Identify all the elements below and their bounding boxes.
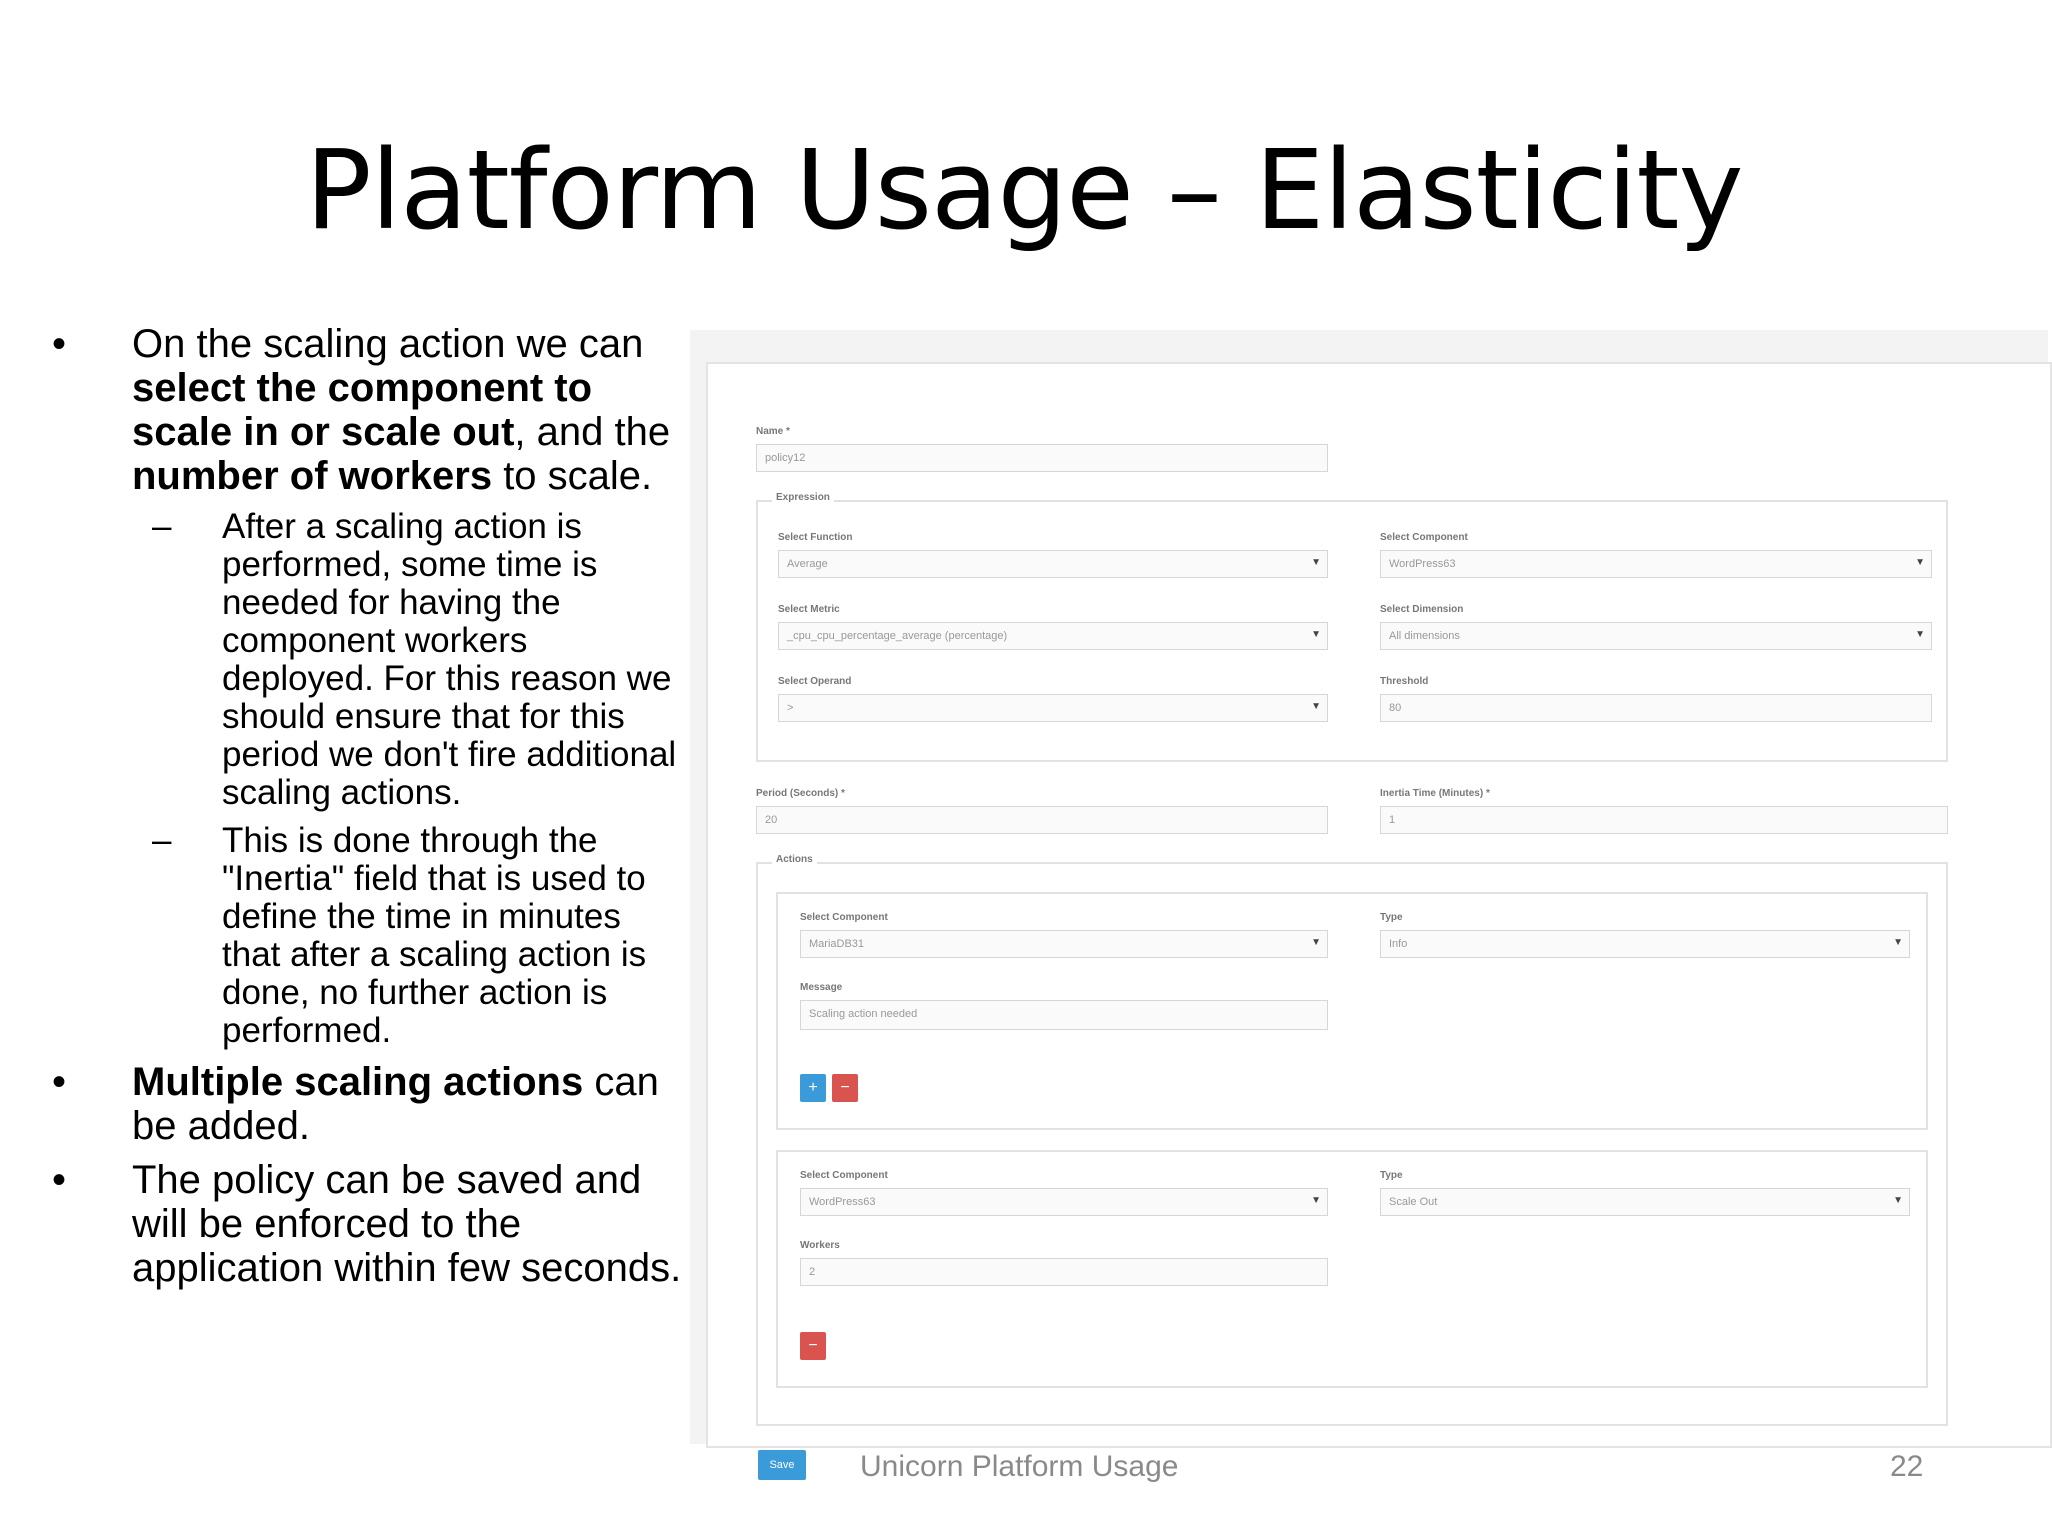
name-input[interactable]: policy12 <box>756 444 1328 472</box>
bullet-text: to scale. <box>492 454 653 498</box>
select-dimension-value: All dimensions <box>1389 630 1460 642</box>
select-operand-value: > <box>787 702 794 714</box>
action-component-label: Select Component <box>800 912 888 923</box>
slide-title: Platform Usage – Elasticity <box>305 126 1743 254</box>
chevron-down-icon: ▼ <box>1893 1195 1903 1206</box>
select-operand-dropdown[interactable] <box>778 694 1328 722</box>
chevron-down-icon: ▼ <box>1915 557 1925 568</box>
bullet-marker: • <box>52 1060 67 1104</box>
threshold-input[interactable]: 80 <box>1380 694 1932 722</box>
select-function-dropdown[interactable] <box>778 550 1328 578</box>
bullet-list <box>52 322 688 1300</box>
select-metric-dropdown[interactable] <box>778 622 1328 650</box>
bullet-item <box>52 322 688 498</box>
select-function-label: Select Function <box>778 532 853 543</box>
action-component-dropdown[interactable] <box>800 930 1328 958</box>
remove-action-button[interactable]: − <box>800 1332 826 1360</box>
actions-legend: Actions <box>772 854 817 865</box>
name-label: Name * <box>756 426 790 437</box>
bullet-bold-text: Multiple scaling actions <box>132 1060 584 1104</box>
action-type-label: Type <box>1380 1170 1403 1181</box>
action-component-value: WordPress63 <box>809 1196 876 1208</box>
slide-footer: Unicorn Platform Usage <box>860 1450 1179 1483</box>
save-button[interactable]: Save <box>758 1450 806 1480</box>
bullet-text: , and the <box>514 410 671 454</box>
select-function-value: Average <box>787 558 828 570</box>
select-metric-value: _cpu_cpu_percentage_average (percentage) <box>787 630 1008 642</box>
sub-bullet-marker: – <box>152 507 172 546</box>
page-number: 22 <box>1890 1450 1924 1483</box>
add-action-button[interactable]: + <box>800 1074 826 1102</box>
sub-bullet-item <box>52 508 688 812</box>
select-component-value: WordPress63 <box>1389 558 1456 570</box>
sub-bullet-text: After a scaling action is performed, some time is needed for having the component workers deployed. For this reason we should ensure that for this period we don't fire additional scaling actions. <box>222 507 677 812</box>
chevron-down-icon: ▼ <box>1311 557 1321 568</box>
inertia-input[interactable]: 1 <box>1380 806 1948 834</box>
remove-action-button[interactable]: − <box>832 1074 858 1102</box>
message-textarea[interactable]: Scaling action needed <box>800 1000 1328 1030</box>
bullet-item <box>52 1158 688 1290</box>
chevron-down-icon: ▼ <box>1311 629 1321 640</box>
action-component-value: MariaDB31 <box>809 938 865 950</box>
action-type-label: Type <box>1380 912 1403 923</box>
message-label: Message <box>800 982 843 993</box>
sub-bullet-item <box>52 822 688 1050</box>
chevron-down-icon: ▼ <box>1311 1195 1321 1206</box>
select-metric-label: Select Metric <box>778 604 840 615</box>
action-component-dropdown[interactable] <box>800 1188 1328 1216</box>
expression-legend: Expression <box>772 492 834 503</box>
workers-label: Workers <box>800 1240 840 1251</box>
chevron-down-icon: ▼ <box>1311 937 1321 948</box>
select-component-label: Select Component <box>1380 532 1468 543</box>
bullet-bold-text: number of workers <box>132 454 493 498</box>
workers-input[interactable]: 2 <box>800 1258 1328 1286</box>
threshold-label: Threshold <box>1380 676 1429 687</box>
bullet-text: can be added. <box>132 1060 659 1148</box>
select-dimension-dropdown[interactable] <box>1380 622 1932 650</box>
chevron-down-icon: ▼ <box>1893 937 1903 948</box>
sub-bullet-text: This is done through the "Inertia" field that is used to define the time in minutes that after a scaling action is done, no further action is performed. <box>222 821 647 1050</box>
sub-bullet-marker: – <box>152 821 172 860</box>
action-type-value: Info <box>1389 938 1408 950</box>
select-operand-label: Select Operand <box>778 676 852 687</box>
action-type-value: Scale Out <box>1389 1196 1438 1208</box>
select-component-dropdown[interactable] <box>1380 550 1932 578</box>
period-input[interactable]: 20 <box>756 806 1328 834</box>
action-component-label: Select Component <box>800 1170 888 1181</box>
bullet-item <box>52 1060 688 1148</box>
action-type-dropdown[interactable] <box>1380 930 1910 958</box>
chevron-down-icon: ▼ <box>1915 629 1925 640</box>
action-type-dropdown[interactable] <box>1380 1188 1910 1216</box>
period-label: Period (Seconds) * <box>756 788 845 799</box>
bullet-bold-text: select the component to scale in or scale out <box>132 366 593 454</box>
bullet-marker: • <box>52 322 67 366</box>
select-dimension-label: Select Dimension <box>1380 604 1464 615</box>
bullet-text: The policy can be saved and will be enforced to the application within few seconds. <box>132 1158 682 1290</box>
bullet-marker: • <box>52 1158 67 1202</box>
inertia-label: Inertia Time (Minutes) * <box>1380 788 1490 799</box>
chevron-down-icon: ▼ <box>1311 701 1321 712</box>
bullet-text: On the scaling action we can <box>132 322 644 366</box>
